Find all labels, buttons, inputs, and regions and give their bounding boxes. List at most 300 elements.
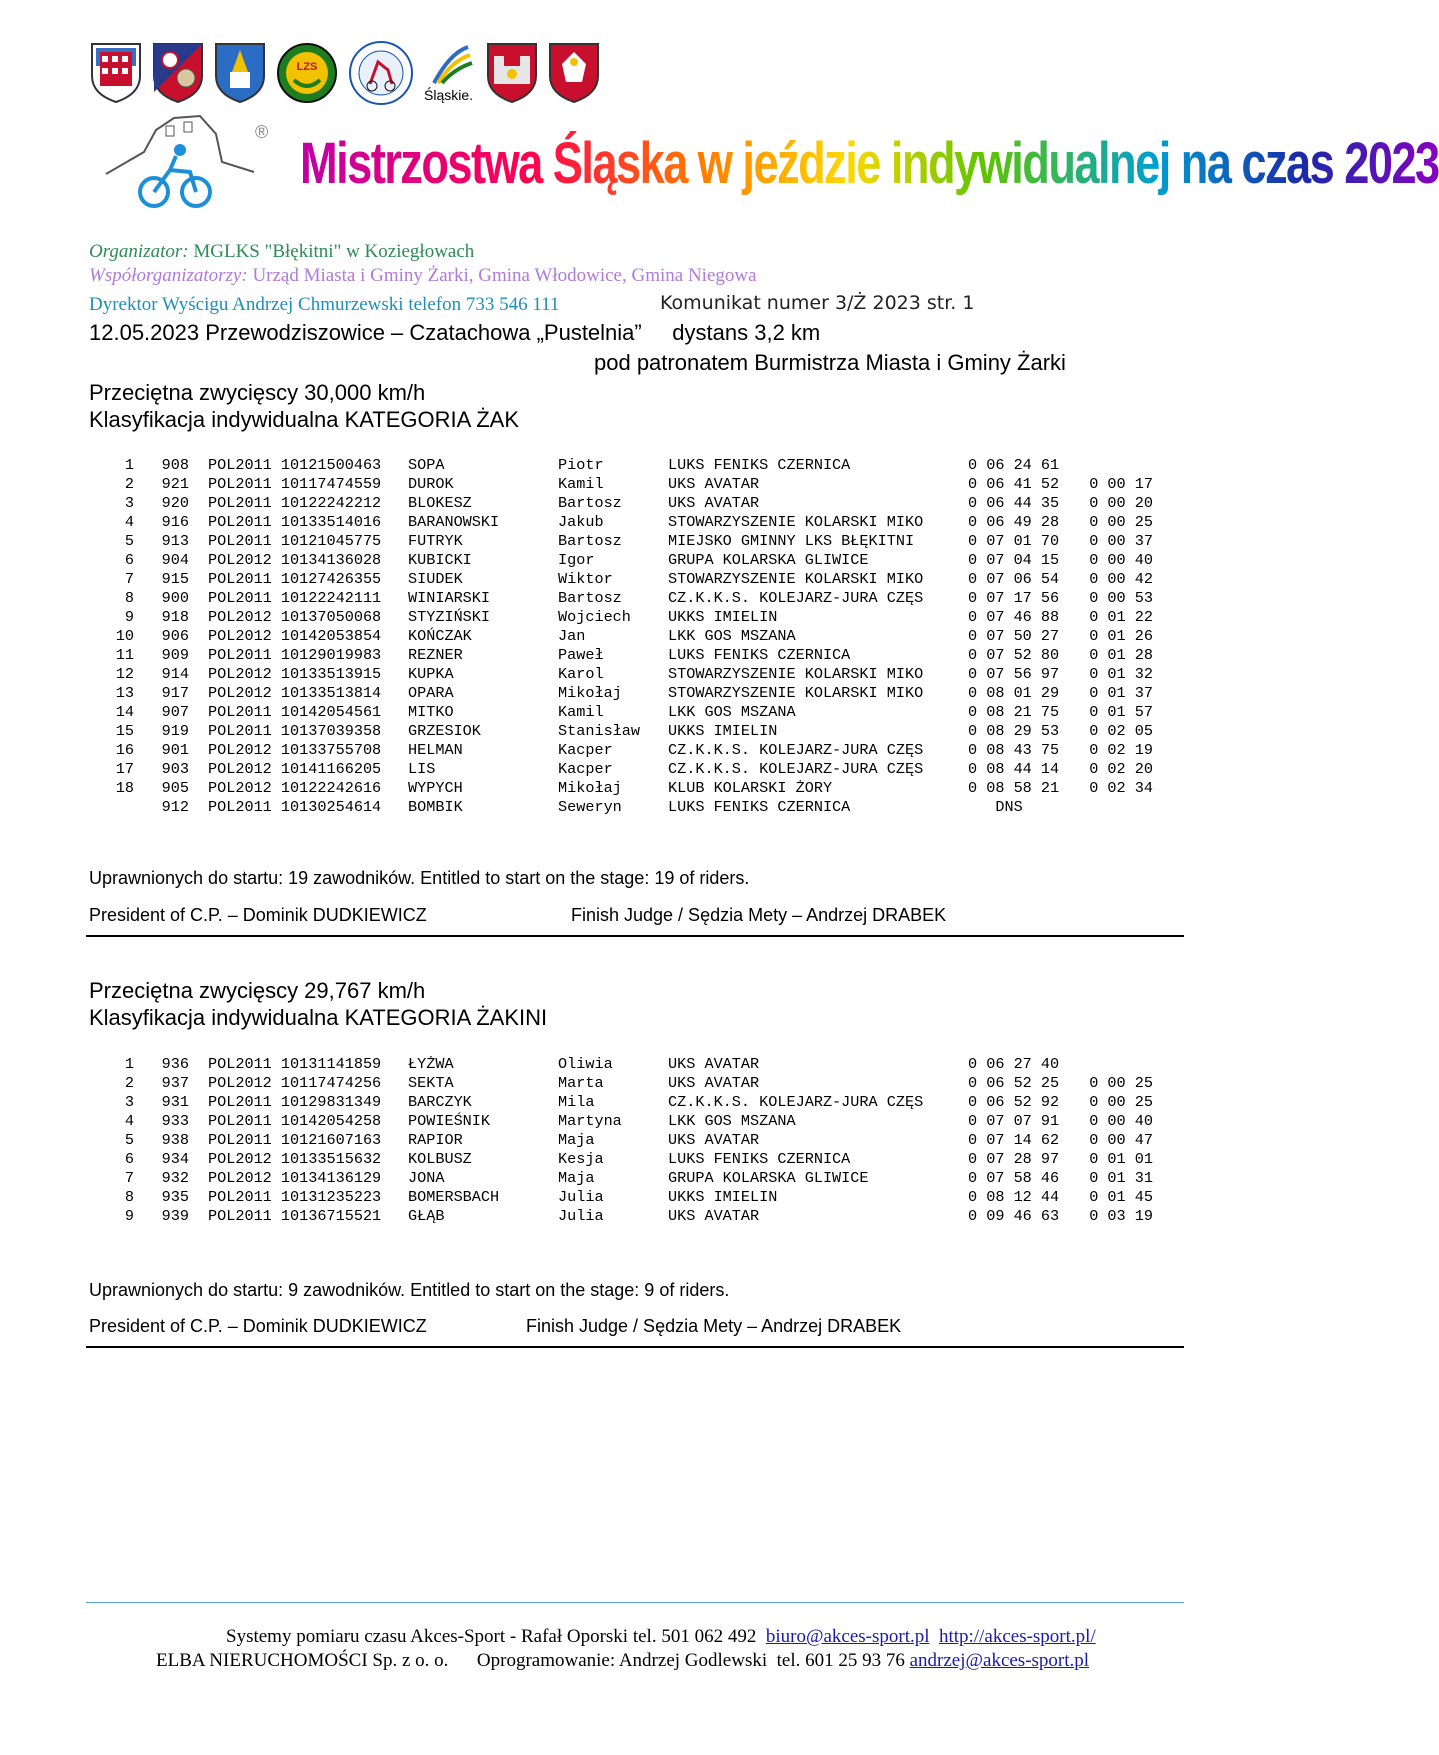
last-name-cell: FUTRYK [408,532,463,550]
lzs-logo-icon [276,42,338,104]
finish-time-cell: DNS [968,798,1023,816]
uci-id-cell: POL2012 10133515632 [208,1150,382,1168]
sponsor-logos [90,40,600,106]
first-name-cell: Igor [558,551,595,569]
bib-number-cell: 908 [161,456,189,474]
position-cell: 10 [115,627,134,645]
last-name-cell: KOŃCZAK [408,627,472,645]
table-row [104,456,1153,475]
timing-system-text: Systemy pomiaru czasu Akces-Sport - Rafał Oporski tel. 501 062 492 [226,1626,757,1647]
time-gap-cell: 0 02 34 [1089,779,1153,797]
last-name-cell: RAPIOR [408,1131,463,1149]
table-row [104,665,1153,684]
finish-time-cell: 0 06 52 92 [968,1093,1060,1111]
organizer-value: MGLKS "Błękitni" w Koziegłowach [188,241,475,262]
race-director: Dyrektor Wyścigu Andrzej Chmurzewski telefon 733 546 111 [89,294,560,315]
first-name-cell: Seweryn [558,798,622,816]
last-name-cell: BOMERSBACH [408,1188,500,1206]
table-row [104,1207,1153,1226]
last-name-cell: REZNER [408,646,463,664]
last-name-cell: STYZIŃSKI [408,608,491,626]
finish-time-cell: 0 06 52 25 [968,1074,1060,1092]
uci-id-cell: POL2011 10121045775 [208,532,382,550]
uci-id-cell: POL2011 10130254614 [208,798,382,816]
uci-id-cell: POL2011 10127426355 [208,570,382,588]
team-cell: LKK GOS MSZANA [668,627,796,645]
time-gap-cell: 0 03 19 [1089,1207,1153,1225]
divider [86,1346,1184,1348]
team-cell: CZ.K.K.S. KOLEJARZ-JURA CZĘS [668,1093,924,1111]
sponsor-text: ELBA NIERUCHOMOŚCI Sp. z o. o. [156,1650,449,1671]
first-name-cell: Paweł [558,646,604,664]
position-cell: 9 [124,1207,134,1225]
finish-time-cell: 0 06 24 61 [968,456,1060,474]
table-row [104,646,1153,665]
table-row [104,570,1153,589]
finish-time-cell: 0 09 46 63 [968,1207,1060,1225]
avg-speed-zakini: Przeciętna zwycięscy 29,767 km/h [89,978,426,1003]
team-cell: STOWARZYSZENIE KOLARSKI MIKO [668,570,924,588]
email-link-andrzej[interactable]: andrzej@akces-sport.pl [909,1650,1090,1671]
bib-number-cell: 906 [161,627,189,645]
finish-time-cell: 0 07 50 27 [968,627,1060,645]
last-name-cell: GŁĄB [408,1207,445,1225]
first-name-cell: Mikołaj [558,779,622,797]
bib-number-cell: 915 [161,570,189,588]
finish-time-cell: 0 08 01 29 [968,684,1060,702]
time-gap-cell: 0 00 47 [1089,1131,1153,1149]
position-cell: 6 [124,1150,134,1168]
time-gap-cell: 0 00 53 [1089,589,1153,607]
judge-zakini: Finish Judge / Sędzia Mety – Andrzej DRABEK [526,1316,902,1336]
website-link[interactable]: http://akces-sport.pl/ [939,1626,1096,1647]
table-row [104,779,1153,798]
team-cell: GRUPA KOLARSKA GLIWICE [668,551,869,569]
first-name-cell: Maja [558,1169,595,1187]
uci-id-cell: POL2011 10122242111 [208,589,382,607]
first-name-cell: Bartosz [558,532,622,550]
time-gap-cell: 0 01 28 [1089,646,1153,664]
table-row [104,513,1153,532]
results-table-zak [104,456,1153,817]
team-cell: UKKS IMIELIN [668,608,778,626]
position-cell: 5 [124,532,134,550]
bib-number-cell: 932 [161,1169,189,1187]
uci-id-cell: POL2011 10142054258 [208,1112,382,1130]
avg-speed-zak: Przeciętna zwycięscy 30,000 km/h [89,380,426,405]
last-name-cell: SIUDEK [408,570,463,588]
bib-number-cell: 907 [161,703,189,721]
position-cell: 1 [124,456,134,474]
finish-time-cell: 0 08 21 75 [968,703,1060,721]
finish-time-cell: 0 07 04 15 [968,551,1060,569]
finish-time-cell: 0 06 27 40 [968,1055,1060,1073]
table-row [104,1131,1153,1150]
uci-id-cell: POL2012 10133513814 [208,684,382,702]
last-name-cell: SEKTA [408,1074,454,1092]
table-row [104,1169,1153,1188]
organizer-line [89,241,474,263]
bib-number-cell: 933 [161,1112,189,1130]
bib-number-cell: 904 [161,551,189,569]
team-cell: MIEJSKO GMINNY LKS BŁĘKITNI [668,532,915,550]
team-cell: UKKS IMIELIN [668,1188,778,1206]
crest-rose-icon [152,42,204,104]
uci-id-cell: POL2012 10133513915 [208,665,382,683]
first-name-cell: Kacper [558,760,613,778]
last-name-cell: ŁYŻWA [408,1055,454,1073]
last-name-cell: JONA [408,1169,445,1187]
finish-time-cell: 0 07 17 56 [968,589,1060,607]
team-cell: UKS AVATAR [668,494,760,512]
finish-time-cell: 0 08 29 53 [968,722,1060,740]
table-row [104,798,1153,817]
team-cell: STOWARZYSZENIE KOLARSKI MIKO [668,665,924,683]
uci-id-cell: POL2011 10117474559 [208,475,382,493]
last-name-cell: MITKO [408,703,454,721]
bib-number-cell: 937 [161,1074,189,1092]
position-cell [104,798,134,817]
time-gap-cell: 0 00 40 [1089,551,1153,569]
uci-id-cell: POL2011 10129019983 [208,646,382,664]
finish-time-cell: 0 08 12 44 [968,1188,1060,1206]
position-cell: 2 [124,475,134,493]
coorganizers-label: Współorganizatorzy: [89,265,248,286]
uci-id-cell: POL2012 10137050068 [208,608,382,626]
first-name-cell: Marta [558,1074,604,1092]
first-name-cell: Piotr [558,456,604,474]
time-gap-cell: 0 01 26 [1089,627,1153,645]
table-row [104,532,1153,551]
table-row [104,760,1153,779]
table-row [104,1055,1153,1074]
crest-castle-icon [90,42,142,104]
first-name-cell: Julia [558,1207,604,1225]
bib-number-cell: 934 [161,1150,189,1168]
classification-zak: Klasyfikacja indywidualna KATEGORIA ŻAK [89,407,519,432]
uci-id-cell: POL2011 10142054561 [208,703,382,721]
results-table-zakini [104,1055,1153,1226]
finish-time-cell: 0 07 28 97 [968,1150,1060,1168]
crest-eagle-icon [548,42,600,104]
uci-id-cell: POL2011 10136715521 [208,1207,382,1225]
entitled-zak: Uprawnionych do startu: 19 zawodników. Entitled to start on the stage: 19 of riders. [89,868,750,888]
finish-time-cell: 0 07 46 88 [968,608,1060,626]
last-name-cell: BARANOWSKI [408,513,500,531]
time-gap-cell: 0 01 57 [1089,703,1153,721]
position-cell: 17 [115,760,134,778]
table-row [104,703,1153,722]
time-gap-cell: 0 01 22 [1089,608,1153,626]
uci-id-cell: POL2012 10134136129 [208,1169,382,1187]
table-row [104,722,1153,741]
uci-id-cell: POL2012 10134136028 [208,551,382,569]
position-cell: 11 [115,646,134,664]
team-cell: GRUPA KOLARSKA GLIWICE [668,1169,869,1187]
bib-number-cell: 919 [161,722,189,740]
uci-id-cell: POL2011 10131141859 [208,1055,382,1073]
uci-id-cell: POL2011 10121500463 [208,456,382,474]
team-cell: UKS AVATAR [668,1207,760,1225]
last-name-cell: BLOKESZ [408,494,472,512]
finish-time-cell: 0 08 58 21 [968,779,1060,797]
bib-number-cell: 920 [161,494,189,512]
team-cell: UKS AVATAR [668,475,760,493]
team-cell: LUKS FENIKS CZERNICA [668,646,851,664]
time-gap-cell: 0 00 20 [1089,494,1153,512]
last-name-cell: POWIEŚNIK [408,1112,491,1130]
bib-number-cell: 931 [161,1093,189,1111]
last-name-cell: LIS [408,760,436,778]
uci-id-cell: POL2012 10122242616 [208,779,382,797]
position-cell: 16 [115,741,134,759]
table-row [104,1188,1153,1207]
footer-divider [86,1602,1184,1603]
time-gap-cell: 0 00 25 [1089,1074,1153,1092]
time-gap-cell [1073,798,1153,817]
uci-id-cell: POL2012 10142053854 [208,627,382,645]
time-gap-cell: 0 01 37 [1089,684,1153,702]
bib-number-cell: 936 [161,1055,189,1073]
bib-number-cell: 901 [161,741,189,759]
first-name-cell: Kesja [558,1150,604,1168]
president-zak: President of C.P. – Dominik DUDKIEWICZ [89,905,427,925]
first-name-cell: Jan [558,627,586,645]
position-cell: 4 [124,1112,134,1130]
table-row [104,608,1153,627]
time-gap-cell: 0 00 40 [1089,1112,1153,1130]
team-cell: STOWARZYSZENIE KOLARSKI MIKO [668,513,924,531]
team-cell: LKK GOS MSZANA [668,1112,796,1130]
table-row [104,475,1153,494]
last-name-cell: GRZESIOK [408,722,481,740]
time-gap-cell: 0 01 45 [1089,1188,1153,1206]
first-name-cell: Bartosz [558,589,622,607]
first-name-cell: Kamil [558,475,604,493]
time-gap-cell: 0 02 19 [1089,741,1153,759]
coorganizers-value: Urząd Miasta i Gminy Żarki, Gmina Włodowice, Gmina Niegowa [247,265,757,286]
time-gap-cell [1073,456,1153,475]
first-name-cell: Julia [558,1188,604,1206]
position-cell: 13 [115,684,134,702]
last-name-cell: KOLBUSZ [408,1150,472,1168]
team-cell: UKS AVATAR [668,1055,760,1073]
time-gap-cell: 0 01 01 [1089,1150,1153,1168]
uci-id-cell: POL2011 10133514016 [208,513,382,531]
slaskie-waves-icon [424,43,476,87]
bib-number-cell: 903 [161,760,189,778]
uci-id-cell: POL2011 10121607163 [208,1131,382,1149]
table-row [104,741,1153,760]
bib-number-cell: 905 [161,779,189,797]
uci-id-cell: POL2012 10117474256 [208,1074,382,1092]
time-gap-cell: 0 02 20 [1089,760,1153,778]
first-name-cell: Wiktor [558,570,613,588]
finish-time-cell: 0 07 06 54 [968,570,1060,588]
finish-time-cell: 0 08 43 75 [968,741,1060,759]
finish-time-cell: 0 08 44 14 [968,760,1060,778]
last-name-cell: WYPYCH [408,779,463,797]
position-cell: 8 [124,589,134,607]
uci-id-cell: POL2011 10137039358 [208,722,382,740]
time-gap-cell: 0 02 05 [1089,722,1153,740]
time-gap-cell: 0 00 25 [1089,1093,1153,1111]
bib-number-cell: 900 [161,589,189,607]
position-cell: 12 [115,665,134,683]
finish-time-cell: 0 07 52 80 [968,646,1060,664]
position-cell: 2 [124,1074,134,1092]
team-cell: LKK GOS MSZANA [668,703,796,721]
uci-id-cell: POL2012 10141166205 [208,760,382,778]
table-row [104,1150,1153,1169]
position-cell: 14 [115,703,134,721]
table-row [104,684,1153,703]
last-name-cell: OPARA [408,684,454,702]
last-name-cell: KUBICKI [408,551,472,569]
position-cell: 7 [124,570,134,588]
position-cell: 3 [124,1093,134,1111]
page-title: Mistrzostwa Śląska w jeździe indywidualnej na czas 2023 [300,131,1439,196]
position-cell: 18 [115,779,134,797]
table-row [104,551,1153,570]
race-info: 12.05.2023 Przewodziszowice – Czatachowa „Pustelnia” dystans 3,2 km [89,320,821,345]
lzs-text: LZS [296,61,318,73]
position-cell: 9 [124,608,134,626]
finish-time-cell: 0 06 41 52 [968,475,1060,493]
first-name-cell: Jakub [558,513,604,531]
uci-id-cell: POL2012 10133755708 [208,741,382,759]
position-cell: 3 [124,494,134,512]
divider [86,935,1184,937]
bib-number-cell: 938 [161,1131,189,1149]
bib-number-cell: 909 [161,646,189,664]
last-name-cell: KUPKA [408,665,454,683]
last-name-cell: BARCZYK [408,1093,472,1111]
table-row [104,1074,1153,1093]
first-name-cell: Karol [558,665,604,683]
classification-zakini: Klasyfikacja indywidualna KATEGORIA ŻAKINI [89,1005,548,1030]
team-cell: CZ.K.K.S. KOLEJARZ-JURA CZĘS [668,741,924,759]
blekitni-club-logo-icon [348,40,414,106]
last-name-cell: SOPA [408,456,445,474]
position-cell: 8 [124,1188,134,1206]
last-name-cell: HELMAN [408,741,463,759]
team-cell: UKS AVATAR [668,1074,760,1092]
position-cell: 15 [115,722,134,740]
first-name-cell: Martyna [558,1112,622,1130]
table-row [104,627,1153,646]
team-cell: LUKS FENIKS CZERNICA [668,798,851,816]
last-name-cell: WINIARSKI [408,589,491,607]
patronage: pod patronatem Burmistrza Miasta i Gminy Żarki [594,350,1066,375]
time-gap-cell: 0 00 25 [1089,513,1153,531]
position-cell: 4 [124,513,134,531]
position-cell: 6 [124,551,134,569]
entitled-zakini: Uprawnionych do startu: 9 zawodników. Entitled to start on the stage: 9 of riders. [89,1280,730,1300]
crest-towers-icon [486,42,538,104]
team-cell: CZ.K.K.S. KOLEJARZ-JURA CZĘS [668,760,924,778]
cyclist-logo-icon [104,112,264,212]
position-cell: 5 [124,1131,134,1149]
finish-time-cell: 0 06 49 28 [968,513,1060,531]
judge-zak: Finish Judge / Sędzia Mety – Andrzej DRABEK [571,905,947,925]
team-cell: LUKS FENIKS CZERNICA [668,456,851,474]
slaskie-logo [424,43,476,103]
first-name-cell: Mila [558,1093,595,1111]
table-row [104,494,1153,513]
position-cell: 7 [124,1169,134,1187]
footer-line-2 [156,1650,1089,1672]
team-cell: UKKS IMIELIN [668,722,778,740]
president-zakini: President of C.P. – Dominik DUDKIEWICZ [89,1316,427,1336]
table-row [104,589,1153,608]
time-gap-cell: 0 00 17 [1089,475,1153,493]
bib-number-cell: 939 [161,1207,189,1225]
bib-number-cell: 912 [161,798,189,816]
bib-number-cell: 914 [161,665,189,683]
time-gap-cell: 0 01 31 [1089,1169,1153,1187]
bib-number-cell: 918 [161,608,189,626]
bib-number-cell: 917 [161,684,189,702]
last-name-cell: DUROK [408,475,454,493]
first-name-cell: Oliwia [558,1055,613,1073]
bib-number-cell: 913 [161,532,189,550]
time-gap-cell [1073,1055,1153,1074]
time-gap-cell: 0 00 37 [1089,532,1153,550]
first-name-cell: Stanisław [558,722,641,740]
finish-time-cell: 0 07 01 70 [968,532,1060,550]
last-name-cell: BOMBIK [408,798,463,816]
bib-number-cell: 921 [161,475,189,493]
team-cell: STOWARZYSZENIE KOLARSKI MIKO [668,684,924,702]
registered-mark: ® [255,122,269,142]
uci-id-cell: POL2011 10122242212 [208,494,382,512]
first-name-cell: Bartosz [558,494,622,512]
footer-line-1 [226,1626,1096,1648]
bib-number-cell: 935 [161,1188,189,1206]
first-name-cell: Wojciech [558,608,631,626]
crest-sun-icon [214,42,266,104]
coorganizers-line [89,265,757,287]
team-cell: UKS AVATAR [668,1131,760,1149]
bib-number-cell: 916 [161,513,189,531]
komunikat-number: Komunikat numer 3/Ż 2023 str. 1 [660,292,975,314]
email-link-biuro[interactable]: biuro@akces-sport.pl [765,1626,930,1647]
slaskie-text: Śląskie. [424,87,474,103]
first-name-cell: Maja [558,1131,595,1149]
finish-time-cell: 0 07 14 62 [968,1131,1060,1149]
uci-id-cell: POL2011 10129831349 [208,1093,382,1111]
time-gap-cell: 0 01 32 [1089,665,1153,683]
software-credit: Oprogramowanie: Andrzej Godlewski tel. 601 25 93 76 [476,1650,905,1671]
table-row [104,1112,1153,1131]
finish-time-cell: 0 06 44 35 [968,494,1060,512]
team-cell: KLUB KOLARSKI ŻORY [668,779,833,797]
team-cell: LUKS FENIKS CZERNICA [668,1150,851,1168]
finish-time-cell: 0 07 58 46 [968,1169,1060,1187]
organizer-label: Organizator: [89,241,189,262]
first-name-cell: Mikołaj [558,684,622,702]
time-gap-cell: 0 00 42 [1089,570,1153,588]
first-name-cell: Kamil [558,703,604,721]
uci-id-cell: POL2011 10131235223 [208,1188,382,1206]
first-name-cell: Kacper [558,741,613,759]
team-cell: CZ.K.K.S. KOLEJARZ-JURA CZĘS [668,589,924,607]
finish-time-cell: 0 07 07 91 [968,1112,1060,1130]
finish-time-cell: 0 07 56 97 [968,665,1060,683]
position-cell: 1 [124,1055,134,1073]
table-row [104,1093,1153,1112]
